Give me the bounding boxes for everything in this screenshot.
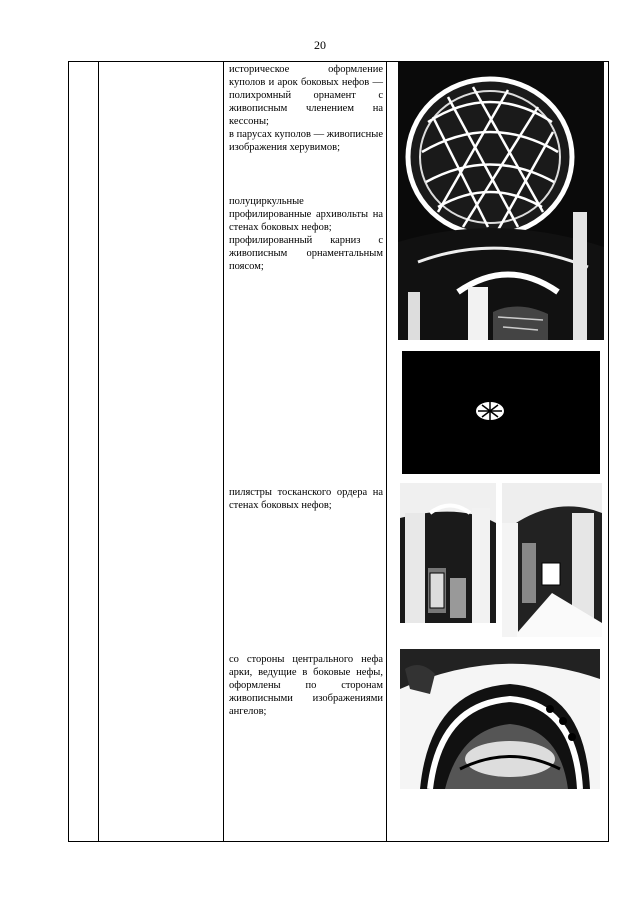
pilasters-right-photo xyxy=(502,483,602,637)
description-paragraph: профилированный карниз с живописным орнаментальным поясом; xyxy=(229,235,383,272)
description-paragraph: в парусах куполов — живописные изображения херувимов; xyxy=(229,129,383,153)
ceiling-opening-photo xyxy=(402,351,600,474)
description-block-pilasters xyxy=(229,486,383,512)
page-number: 20 xyxy=(314,38,326,52)
document-table xyxy=(68,61,609,842)
description-block-archivolts xyxy=(229,195,383,273)
description-paragraph: пилястры тосканского ордера на стенах боковых нефов; xyxy=(229,487,383,511)
description-paragraph: историческое оформление куполов и арок боковых нефов — полихромный орнамент с живописным членением на кессоны; xyxy=(229,64,383,127)
description-paragraph: полуциркульные профилированные архивольты на стенах боковых нефов; xyxy=(229,196,383,233)
arch-angels-photo xyxy=(400,649,600,789)
pilasters-left-photo xyxy=(400,483,496,637)
description-block-domes xyxy=(229,63,383,154)
dome-photo xyxy=(398,62,604,340)
description-block-arches xyxy=(229,653,383,718)
description-paragraph: со стороны центрального нефа арки, ведущие в боковые нефы, оформлены по сторонам живописными изображениями ангелов; xyxy=(229,654,383,717)
column-divider xyxy=(223,62,224,841)
column-divider xyxy=(98,62,99,841)
column-divider xyxy=(386,62,387,841)
